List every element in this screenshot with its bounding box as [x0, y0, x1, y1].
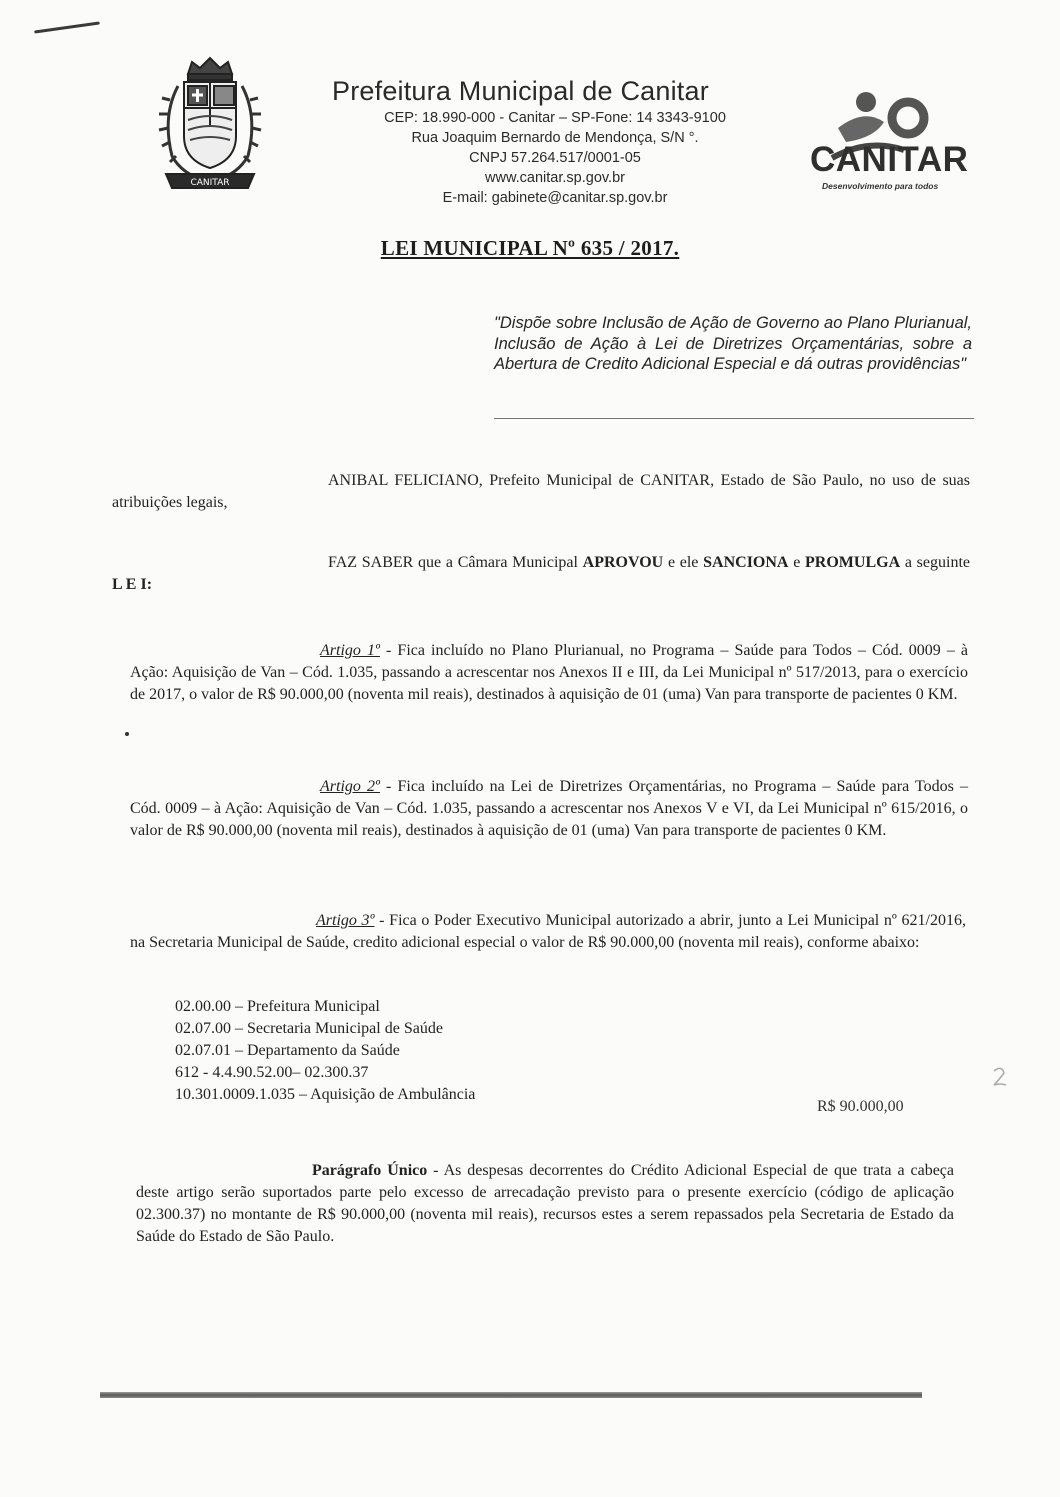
header-cnpj: CNPJ 57.264.517/0001-05 [469, 150, 641, 166]
stray-dot [125, 732, 129, 736]
promulga-text-1: FAZ SABER que a Câmara Municipal [328, 554, 583, 571]
intro-text: Prefeito Municipal de CANITAR, Estado de São Paulo, no uso de suas atribuições legais, [112, 472, 971, 511]
promulga-aprovou: APROVOU [582, 554, 664, 571]
budget-line: 612 - 4.4.90.52.00– 02.300.37 [175, 1064, 369, 1081]
promulga-text-3: e [788, 554, 806, 571]
logo-wordmark: CANITAR [810, 140, 969, 179]
promulga-sanciona: SANCIONA [703, 554, 789, 571]
artigo-3-label: Artigo 3º [316, 912, 375, 929]
promulga-text-2: e ele [663, 554, 704, 571]
promulga-promulga: PROMULGA [805, 554, 901, 571]
artigo-3 [130, 910, 966, 954]
mayor-name: ANIBAL FELICIANO, [328, 472, 483, 489]
stray-pen-mark [34, 21, 100, 33]
paragrafo-unico [136, 1160, 954, 1248]
law-title: LEI MUNICIPAL Nº 635 / 2017. [380, 236, 680, 260]
municipal-crest-icon [148, 56, 272, 198]
header-address: Rua Joaquim Bernardo de Mendonça, S/N °. [411, 130, 699, 146]
ementa-divider [494, 418, 974, 419]
handwritten-margin-mark [990, 1065, 1010, 1089]
header-cep-phone: CEP: 18.990-000 - Canitar – SP-Fone: 14 3343-9100 [384, 110, 726, 126]
artigo-2-text: - Fica incluído na Lei de Diretrizes Orçamentárias, no Programa – Saúde para Todos – Cód. 0009 – à Ação: Aquisição de Van – Cód. 1.035, passando a acrescentar nos Anexos V e VI, da Lei Municipal nº 615/2016, o valor de R$ 90.000,00 (noventa mil reais), destinados à aquisição de 01 (uma) Van para transporte de pacientes 0 KM. [130, 778, 968, 839]
header-email: E-mail: gabinete@canitar.sp.gov.br [442, 190, 668, 206]
header-website: www.canitar.sp.gov.br [485, 170, 625, 186]
promulga-paragraph [112, 552, 970, 596]
crest-ribbon-text: CANITAR [190, 178, 230, 188]
budget-line: 02.07.01 – Departamento da Saúde [175, 1042, 400, 1059]
budget-line: 02.07.00 – Secretaria Municipal de Saúde [175, 1020, 443, 1037]
artigo-2-label: Artigo 2º [320, 778, 380, 795]
budget-line: 10.301.0009.1.035 – Aquisição de Ambulância [175, 1086, 476, 1103]
budget-amount: R$ 90.000,00 [817, 1098, 904, 1115]
artigo-2 [130, 776, 968, 842]
canitar-brand-logo [808, 88, 988, 208]
footer-divider [100, 1392, 922, 1398]
logo-tagline: Desenvolvimento para todos [822, 181, 939, 191]
artigo-3-text: - Fica o Poder Executivo Municipal autorizado a abrir, junto a Lei Municipal nº 621/2016, na Secretaria Municipal de Saúde, credito adicional especial o valor de R$ 90.000,00 (noventa mil reais), conforme abaixo: [130, 912, 966, 951]
promulga-text-4: a seguinte [900, 554, 971, 571]
paragrafo-unico-text: - As despesas decorrentes do Crédito Adicional Especial de que trata a cabeça deste artigo serão suportados parte pelo excesso de arrecadação previsto para o presente exercício (código de aplicação 02.300.37) no montante de R$ 90.000,00 (noventa mil reais), recursos estes a serem repassados pela Secretaria de Estado da Saúde do Estado de São Paulo. [136, 1162, 955, 1245]
intro-paragraph [112, 470, 970, 514]
promulga-lei: L E I: [112, 576, 153, 593]
artigo-1-label: Artigo 1º [320, 642, 380, 659]
budget-line: 02.00.00 – Prefeitura Municipal [175, 998, 380, 1015]
paragrafo-unico-label: Parágrafo Único [312, 1162, 428, 1179]
artigo-1-text: - Fica incluído no Plano Plurianual, no Programa – Saúde para Todos – Cód. 0009 – à Ação: Aquisição de Van – Cód. 1.035, passando a acrescentar nos Anexos II e III, da Lei Municipal nº 517/2013, para o exercício de 2017, o valor de R$ 90.000,00 (noventa mil reais), destinados à aquisição de 01 (uma) Van para transporte de pacientes 0 KM. [130, 642, 968, 703]
artigo-1 [130, 640, 968, 706]
organization-name: Prefeitura Municipal de Canitar [332, 76, 709, 106]
budget-lines [175, 996, 475, 1106]
law-ementa: "Dispõe sobre Inclusão de Ação de Governo ao Plano Plurianual, Inclusão de Ação à Lei de Diretrizes Orçamentárias, sobre a Abertura de Credito Adicional Especial e dá outras providências" [494, 314, 972, 373]
